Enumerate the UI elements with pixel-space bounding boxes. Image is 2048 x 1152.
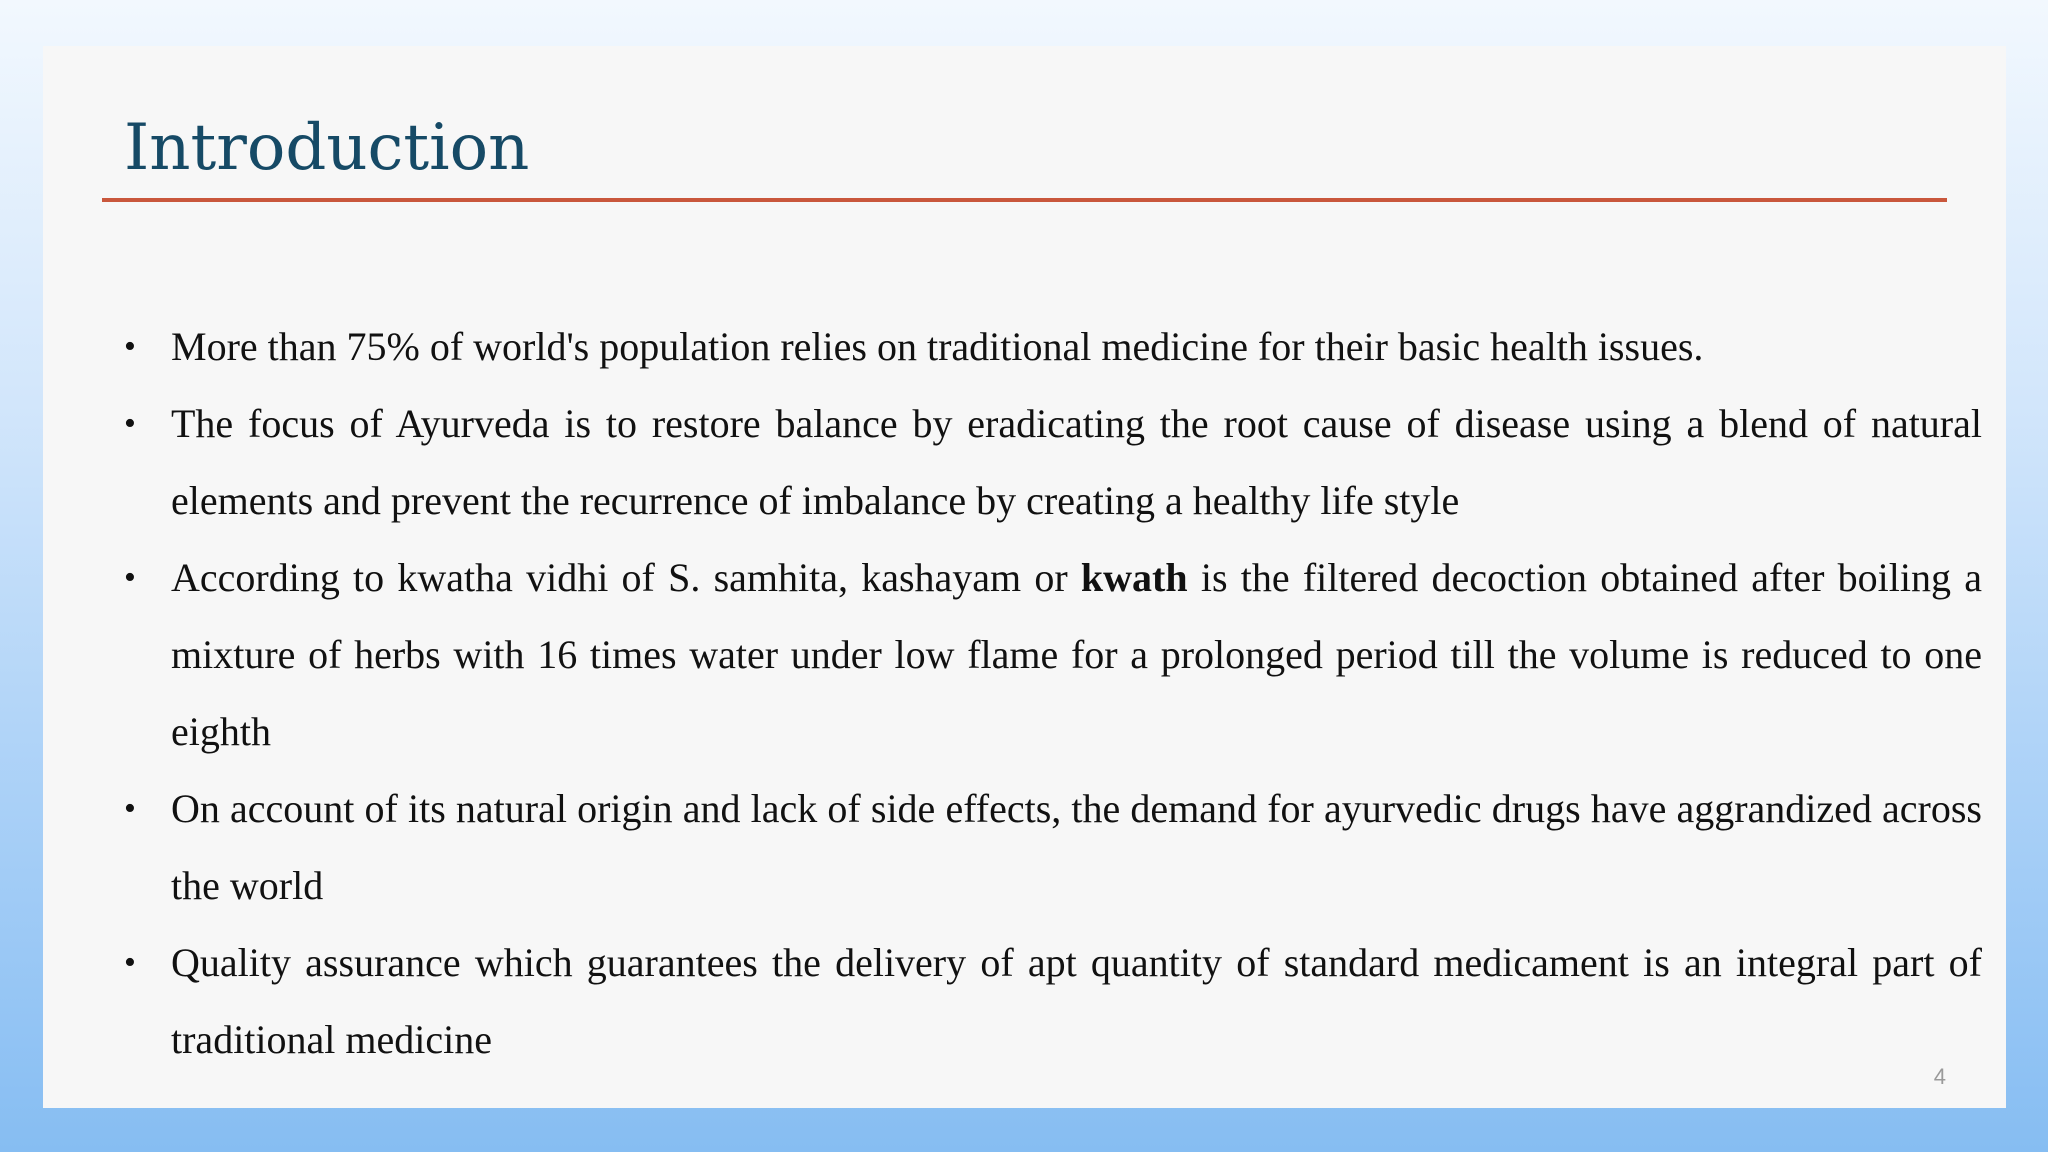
page-number: 4 — [1933, 1064, 1946, 1089]
bullet-text-emphasis: kwath — [1080, 555, 1188, 600]
bullet-text-before: According to kwatha vidhi of S. samhita, kashayam or — [171, 555, 1081, 600]
bullet-text: Quality assurance which guarantees the delivery of apt quantity of standard medicament is an integral part of traditional medicine — [171, 940, 1982, 1062]
bullet-list — [124, 308, 1982, 1078]
bullet-item — [124, 385, 1982, 539]
bullet-marker: • — [124, 790, 136, 827]
bullet-marker: • — [124, 328, 136, 365]
bullet-text: The focus of Ayurveda is to restore balance by eradicating the root cause of disease using a blend of natural elements and prevent the recurrence of imbalance by creating a healthy life style — [171, 401, 1982, 523]
bullet-marker: • — [124, 559, 136, 596]
bullet-item — [124, 770, 1982, 924]
title-divider — [102, 198, 1947, 202]
bullet-text: On account of its natural origin and lack of side effects, the demand for ayurvedic drugs have aggrandized across the world — [171, 786, 1982, 908]
slide — [43, 46, 2006, 1108]
bullet-text: More than 75% of world's population relies on traditional medicine for their basic health issues. — [171, 324, 1704, 369]
bullet-marker: • — [124, 405, 136, 442]
bullet-item — [124, 308, 1982, 385]
bullet-text-after: is the filtered decoction obtained after boiling a mixture of herbs with 16 times water under low flame for a prolonged period till the volume is reduced to one eighth — [171, 555, 1982, 754]
bullet-item — [124, 924, 1982, 1078]
bullet-item — [124, 539, 1982, 770]
slide-title: Introduction — [124, 111, 530, 185]
bullet-marker: • — [124, 944, 136, 981]
